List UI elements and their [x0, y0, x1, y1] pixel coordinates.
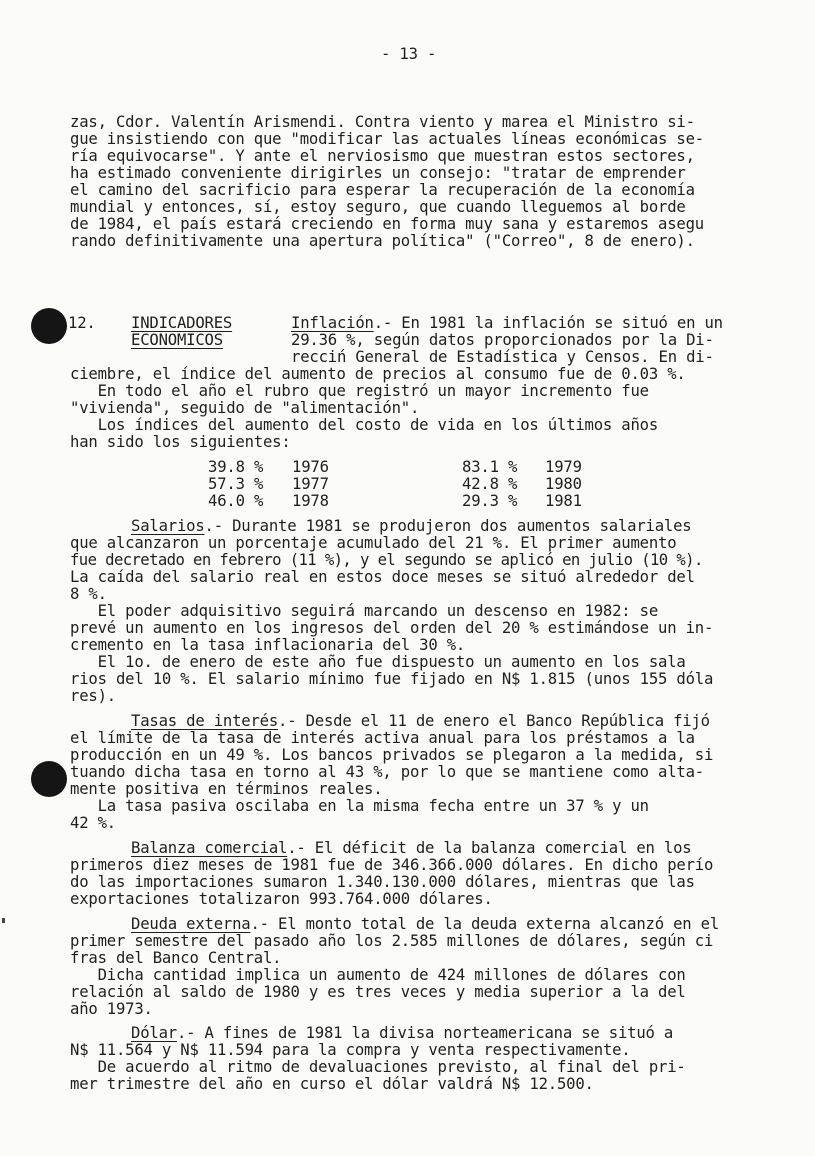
salarios-line: La caída del salario real en estos doce meses se situó alrededor del [70, 568, 695, 586]
deuda-title: Deuda externa [131, 915, 251, 933]
balanza-line: primeros diez meses de 1981 fue de 346.366.000 dólares. En dicho perío [70, 856, 714, 874]
deuda-line: primer semestre del pasado año los 2.585 millones de dólares, según ci [70, 932, 714, 950]
intro-line: mundial y entonces, sí, estoy seguro, que cuando lleguemos al borde [70, 198, 686, 216]
dolar-title: Dólar [131, 1024, 177, 1042]
table-cell-pct: 83.1 % [462, 458, 518, 476]
table-cell-year: 1978 [292, 492, 329, 510]
salarios-line: 8 %. [70, 585, 107, 603]
margin-mark [2, 918, 5, 923]
salarios-line: El poder adquisitivo seguirá marcando un descenso en 1982: se [70, 602, 659, 620]
tasas-line: el límite de la tasa de interés activa anual para los préstamos a la [70, 729, 695, 747]
table-cell-pct: 39.8 % [208, 458, 264, 476]
dolar-line: De acuerdo al ritmo de devaluaciones previsto, al final del pri- [70, 1058, 686, 1076]
tasas-line: La tasa pasiva oscilaba en la misma fecha entre un 37 % y un [70, 797, 649, 815]
intro-line: el camino del sacrificio para esperar la recuperación de la economía [70, 181, 695, 199]
inflacion-line: 29.36 %, según datos proporcionados por la Di- [291, 331, 714, 349]
deuda-line: Dicha cantidad implica un aumento de 424 millones de dólares con [70, 966, 686, 984]
salarios-line: prevé un aumento en los ingresos del orden del 20 % estimándose un in- [70, 619, 714, 637]
inflacion-lead: .- En 1981 la inflación se situó en un [373, 314, 723, 332]
salarios-line: rios del 10 %. El salario mínimo fue fijado en N$ 1.815 (unos 155 dóla [70, 670, 714, 688]
page-number: - 13 - [381, 45, 437, 63]
intro-line: de 1984, el país estará creciendo en forma muy sana y estaremos asegu [70, 215, 704, 233]
section-number: 12. [68, 314, 96, 332]
inflacion-line: ciembre, el índice del aumento de precios al consumo fue de 0.03 %. [70, 365, 686, 383]
inflacion-line: Los índices del aumento del costo de vida en los últimos años [70, 416, 659, 434]
salarios-line: cremento en la tasa inflacionaria del 30 %. [70, 636, 466, 654]
salarios-first-line [131, 518, 692, 535]
tasas-lead: .- Desde el 11 de enero el Banco República fijó [278, 712, 710, 730]
salarios-lead: .- Durante 1981 se produjeron dos aumentos salariales [204, 517, 692, 535]
table-cell-year: 1980 [545, 475, 582, 493]
deuda-lead: .- El monto total de la deuda externa alcanzó en el [250, 915, 720, 933]
dolar-line: mer trimestre del año en curso el dólar valdrá N$ 12.500. [70, 1075, 594, 1093]
intro-line: rando definitivamente una apertura política" ("Correo", 8 de enero). [70, 232, 695, 250]
intro-line: ría equivocarse". Y ante el nerviosismo que muestran estos sectores, [70, 147, 695, 165]
tasas-line: producción en un 49 %. Los bancos privados se plegaron a la medida, si [70, 746, 714, 764]
table-cell-pct: 57.3 % [208, 475, 264, 493]
dolar-line: N$ 11.564 y N$ 11.594 para la compra y venta respectivamente. [70, 1041, 631, 1059]
table-cell-year: 1979 [545, 458, 582, 476]
intro-line: ha estimado conveniente dirigirles un consejo: "tratar de emprender [70, 164, 686, 182]
intro-line: gue insistiendo con que "modificar las actuales líneas económicas se- [70, 130, 704, 148]
deuda-line: relación al saldo de 1980 y es tres veces y media superior a la del [70, 983, 686, 1001]
inflacion-title: Inflación [291, 314, 374, 332]
deuda-first-line [131, 916, 719, 933]
salarios-line: res). [70, 687, 116, 705]
tasas-title: Tasas de interés [131, 712, 279, 730]
intro-line: zas, Cdor. Valentín Arismendi. Contra viento y marea el Ministro si- [70, 113, 695, 131]
balanza-line: do las importaciones sumaron 1.340.130.000 dólares, mientras que las [70, 873, 695, 891]
section-heading: ECONOMICOS [131, 331, 223, 349]
balanza-lead: .- El déficit de la balanza comercial en los [287, 839, 692, 857]
table-cell-year: 1976 [292, 458, 329, 476]
table-cell-pct: 42.8 % [462, 475, 518, 493]
tasas-first-line [131, 713, 710, 730]
salarios-line: El 1o. de enero de este año fue dispuesto un aumento en los sala [70, 653, 686, 671]
punch-hole [31, 761, 67, 797]
inflacion-line: "vivienda", seguido de "alimentación". [70, 399, 420, 417]
table-cell-pct: 29.3 % [462, 492, 518, 510]
salarios-line: que alcanzaron un porcentaje acumulado del 21 %. El primer aumento [70, 534, 677, 552]
balanza-title: Balanza comercial [131, 839, 288, 857]
tasas-line: tuando dicha tasa en torno al 43 %, por lo que se mantiene como alta- [70, 763, 704, 781]
balanza-first-line [131, 840, 692, 857]
deuda-line: fras del Banco Central. [70, 949, 282, 967]
salarios-title: Salarios [131, 517, 205, 535]
section-heading: INDICADORES [131, 314, 233, 332]
inflacion-line: En todo el año el rubro que registró un mayor incremento fue [70, 382, 649, 400]
inflacion-line: han sido los siguientes: [70, 433, 291, 451]
dolar-first-line [131, 1025, 673, 1042]
deuda-line: año 1973. [70, 1000, 153, 1018]
punch-hole [31, 308, 67, 344]
balanza-line: exportaciones totalizaron 993.764.000 dólares. [70, 890, 493, 908]
dolar-lead: .- A fines de 1981 la divisa norteamericana se situó a [176, 1024, 674, 1042]
inflacion-first-line [291, 315, 723, 332]
inflacion-line: recciń General de Estadística y Censos. En di- [291, 348, 714, 366]
table-cell-pct: 46.0 % [208, 492, 264, 510]
table-cell-year: 1977 [292, 475, 329, 493]
table-cell-year: 1981 [545, 492, 582, 510]
tasas-line: 42 %. [70, 814, 116, 832]
salarios-line: fue decretado en febrero (11 %), y el segundo se aplicó en julio (10 %). [70, 551, 703, 569]
tasas-line: mente positiva en términos reales. [70, 780, 383, 798]
